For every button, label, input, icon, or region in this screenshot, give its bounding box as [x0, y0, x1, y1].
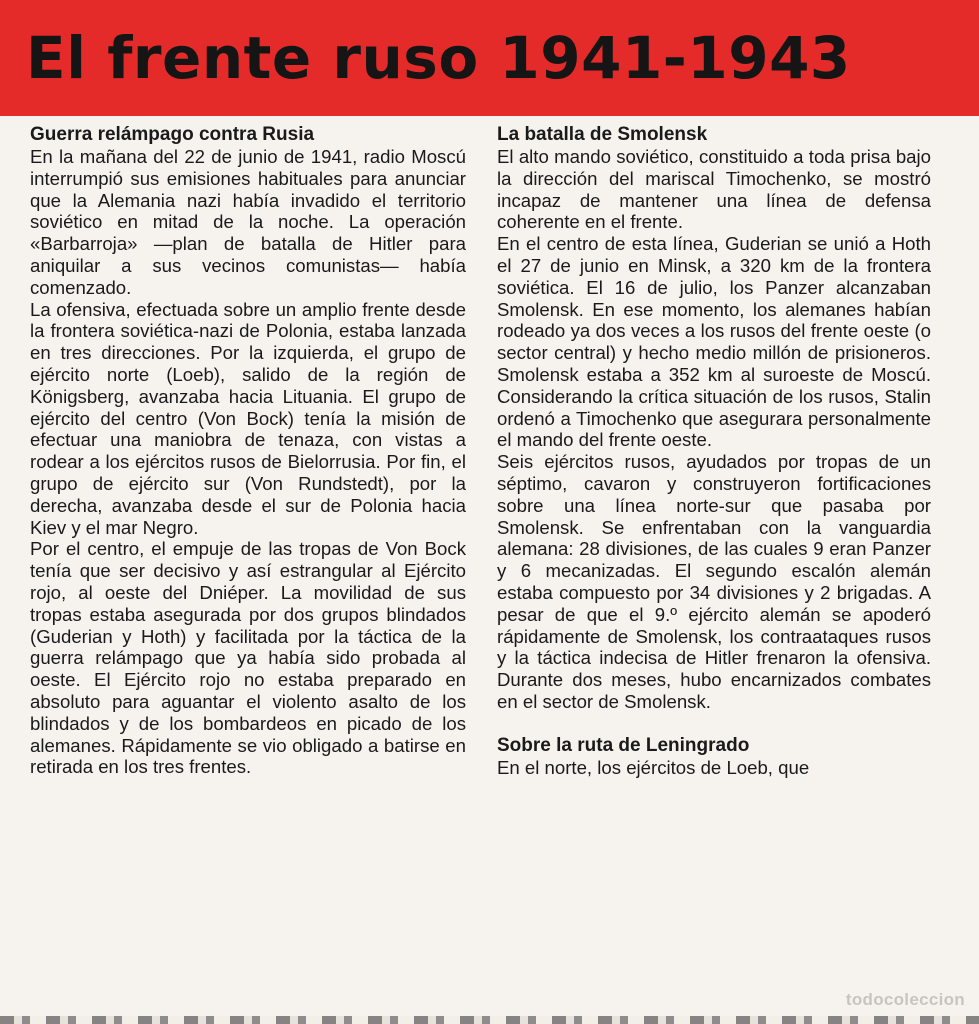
- watermark: todocoleccion: [845, 990, 965, 1009]
- paragraph: En la mañana del 22 de junio de 1941, radio Moscú interrumpió sus emisiones habituales para anunciar que la Alemania nazi había invadido el territorio soviético en mitad de la noche. La operación «Barbarroja» —plan de batalla de Hitler para aniquilar a sus vecinos comunistas— había comenzado.: [30, 146, 466, 298]
- paragraph: En el norte, los ejércitos de Loeb, que: [497, 756, 810, 778]
- section-heading-smolensk: La batalla de Smolensk: [497, 124, 708, 145]
- paragraph: En el centro de esta línea, Guderian se unió a Hoth el 27 de junio en Minsk, a 320 km de la frontera soviética. El 16 de julio, los Panzer alcanzaban Smolensk. En ese momento, los alemanes habían rodeado ya dos veces a los rusos del frente oeste (o sector central) y hecho medio millón de prisioneros. Smolensk estaba a 352 km al suroeste de Moscú. Considerando la crítica situación de los rusos, Stalin ordenó a Timochenko que asegurara personalmente el mando del frente oeste.: [497, 233, 931, 451]
- right-column: [497, 124, 931, 779]
- left-column: [30, 124, 466, 778]
- paragraph: Por el centro, el empuje de las tropas de Von Bock tenía que ser decisivo y así estrangular al Ejército rojo, al oeste del Dniéper. La movilidad de sus tropas estaba asegurada por dos grupos blindados (Guderian y Hoth) y facilitada por la táctica de la guerra relámpago que ya había sido probada al oeste. El Ejército rojo no estaba preparado en absoluto para aguantar el violento asalto de los blindados y de los bombardeos en picado de los alemanes. Rápidamente se vio obligado a batirse en retirada en los tres frentes.: [30, 538, 466, 778]
- paragraph: La ofensiva, efectuada sobre un amplio frente desde la frontera soviética-nazi de Polonia, estaba lanzada en tres direcciones. Por la izquierda, el grupo de ejército norte (Loeb), salido de la región de Königsberg, avanzaba hacia Lituania. El grupo de ejército del centro (Von Bock) tenía la misión de efectuar una maniobra de tenaza, con vistas a rodear a los ejércitos rusos de Bielorrusia. Por fin, el grupo de ejército sur (Von Rundstedt), por la derecha, avanzaba desde el sur de Polonia hacia Kiev y el mar Negro.: [30, 298, 466, 538]
- section-heading-guerra: Guerra relámpago contra Rusia: [30, 124, 315, 145]
- section-heading-leningrado: Sobre la ruta de Leningrado: [497, 734, 750, 756]
- bottom-edge-strip: [0, 1016, 979, 1024]
- paragraph: Seis ejércitos rusos, ayudados por tropas de un séptimo, cavaron y construyeron fortificaciones sobre una línea norte-sur que pasaba por Smolensk. Se enfrentaban con la vanguardia alemana: 28 divisiones, de las cuales 9 eran Panzer y 6 mecanizadas. El segundo escalón alemán estaba compuesto por 34 divisiones y 2 brigadas. A pesar de que el 9.º ejército alemán se apoderó rápidamente de Smolensk, los contraataques rusos y la táctica indecisa de Hitler frenaron la ofensiva. Durante dos meses, hubo encarnizados combates en el sector de Smolensk.: [497, 451, 931, 712]
- paragraph: El alto mando soviético, constituido a toda prisa bajo la dirección del mariscal Timochenko, se mostró incapaz de mantener una línea de defensa coherente en el frente.: [497, 146, 931, 233]
- title-banner: [0, 0, 979, 116]
- page-title: El frente ruso 1941-1943: [26, 24, 851, 92]
- section-gap: [497, 713, 931, 735]
